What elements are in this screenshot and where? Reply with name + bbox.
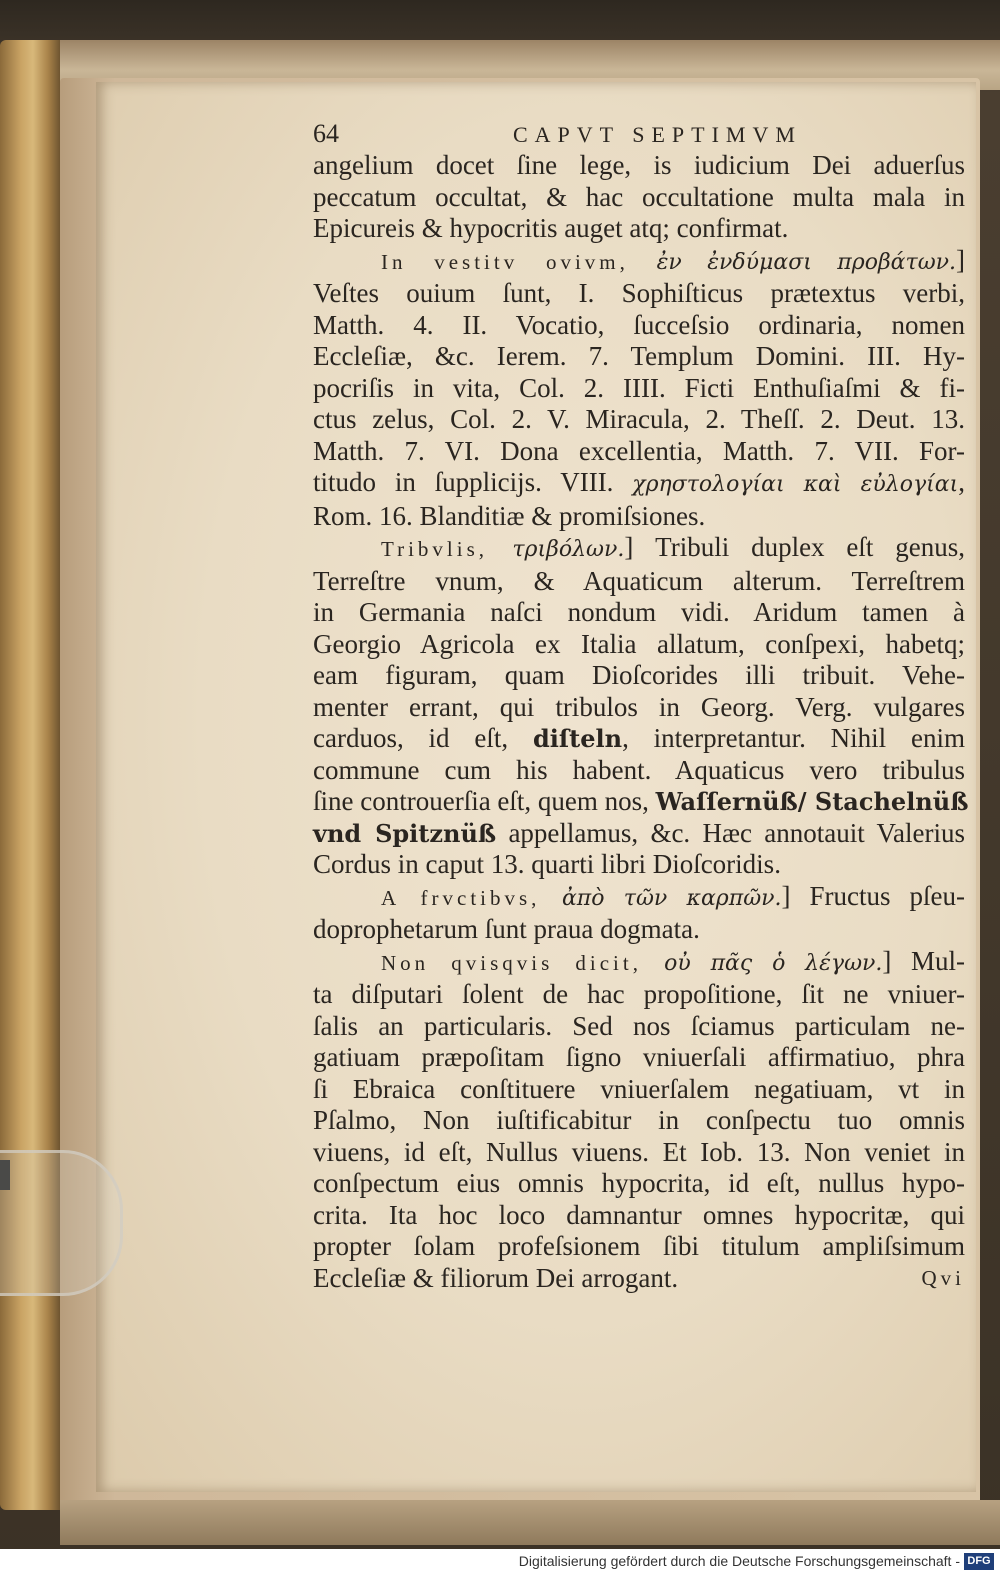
line-segment: Cordus in caput 13. quarti libri Dioſcoridis. (313, 849, 781, 879)
text-line (313, 341, 965, 373)
final-line (313, 1263, 965, 1295)
line-segment: pocriſis in vita, Col. 2. IIII. Ficti Enthuſiaſmi & fi- (313, 372, 965, 403)
line-segment: peccatum occultat, & hac occultatione multa mala in (313, 181, 965, 212)
running-title: CAPVT SEPTIMVM (513, 122, 802, 147)
line-segment: Matth. 7. VI. Dona excellentia, Matth. 7. VII. For- (313, 435, 965, 466)
line-segment: in Germania naſci nondum vidi. Aridum tamen à (313, 597, 965, 627)
line-segment: doprophetarum ſunt praua dogmata. (313, 914, 700, 944)
text-line (313, 786, 969, 818)
clip-handle (0, 1160, 10, 1190)
line-segment: , (958, 467, 965, 497)
text-line (313, 946, 965, 980)
greek-text: ἐν ἐνδύμασι προβάτων. (656, 249, 956, 275)
text-line (313, 1105, 965, 1137)
book-bottom-edge (60, 1500, 1000, 1545)
text-line (313, 881, 965, 915)
text-line (313, 1011, 965, 1043)
lemma-text: A frvctibvs, (381, 885, 562, 910)
line-segment: ſine controuerſia eſt, quem nos, (313, 786, 656, 816)
page-number: 64 (313, 119, 339, 148)
line-segment: carduos, id eſt, (313, 723, 533, 753)
text-line (313, 597, 965, 629)
blackletter-text: vnd Spitznüß (313, 818, 497, 848)
text-line (313, 373, 965, 405)
lemma-text: Tribvlis, (381, 537, 513, 561)
catchword: Qvi (921, 1265, 965, 1290)
line-segment: titudo in ſupplicijs. VIII. (313, 467, 633, 497)
text-line (313, 467, 965, 501)
text-line (313, 182, 965, 214)
line-segment: angelium docet ſine lege, is iudicium Dei aduerſus (313, 150, 965, 180)
text-line (313, 566, 965, 598)
line-segment: eam figuram, quam Dioſcorides illi tribuit. Vehe- (313, 660, 965, 690)
line-segment: ] Tribuli duplex eſt genus, (624, 532, 965, 562)
text-line (313, 755, 965, 787)
text-line (313, 818, 965, 850)
text-line (313, 1200, 965, 1232)
text-line (313, 629, 965, 661)
text-line (313, 310, 965, 342)
text-line (313, 436, 965, 468)
text-line (313, 979, 965, 1011)
line-segment: conſpectum eius omnis hypocrita, id eſt, nullus hypo- (313, 1168, 965, 1198)
text-line (313, 150, 965, 182)
line-segment: menter errant, qui tribulos in Georg. Verg. vulgares (313, 691, 965, 722)
body-text (313, 150, 969, 1263)
greek-text: ἀπὸ τῶν καρπῶν. (561, 885, 782, 911)
line-segment: Pſalmo, Non iuſtificabitur in conſpectu tuo omnis (313, 1105, 965, 1135)
footer-bar (0, 1549, 1000, 1575)
text-line (313, 723, 965, 755)
line-segment: commune cum his habent. Aquaticus vero tribulus (313, 754, 965, 785)
text-line (313, 404, 965, 436)
funding-credit: Digitalisierung gefördert durch die Deutsche Forschungsgemeinschaft - (518, 1553, 960, 1569)
text-line (313, 213, 965, 245)
line-segment: ] Mul- (882, 945, 965, 976)
line-segment: ctus zelus, Col. 2. V. Miracula, 2. Theſſ. 2. Deut. 13. (313, 404, 965, 434)
greek-text: χρηστολογίαι καὶ εὐλογίαι (632, 472, 959, 497)
dfg-logo: DFG (964, 1553, 994, 1570)
text-line (313, 1168, 965, 1200)
line-segment: ] (956, 244, 965, 275)
text-line (313, 692, 965, 724)
page-clip (0, 1150, 123, 1296)
line-segment: Veſtes ouium ſunt, I. Sophiſticus prætextus verbi, (313, 278, 965, 308)
line-segment: ta diſputari ſolent de hac propoſitione, ſit ne vniuer- (313, 979, 965, 1009)
line-segment: Eccleſiæ, &c. Ierem. 7. Templum Domini. III. Hy- (313, 341, 965, 371)
text-line (313, 914, 965, 946)
text-line (313, 1042, 965, 1074)
text-line (313, 660, 965, 692)
text-line (313, 278, 965, 310)
lemma-text: In vestitv ovivm, (381, 249, 657, 274)
line-segment: viuens, id eſt, Nullus viuens. Et Iob. 13. Non veniet in (313, 1136, 965, 1167)
greek-text: οὐ πᾶς ὁ λέγων. (664, 950, 883, 976)
line-segment: propter ſolam profeſsionem ſibi titulum ampliſsimum (313, 1231, 965, 1261)
line-segment: Georgio Agricola ex Italia allatum, conſpexi, habetq; (313, 628, 965, 659)
line-segment: ] Fructus pſeu- (781, 880, 966, 911)
line-segment: gatiuam præpoſitam ſigno vniuerſali affirmatiuo, phra (313, 1042, 965, 1072)
greek-text: τριβόλων. (512, 537, 625, 562)
text-line (313, 501, 965, 533)
last-line-text: Eccleſiæ & filiorum Dei arrogant. (313, 1262, 679, 1293)
text-line (313, 1231, 965, 1263)
text-line (313, 849, 965, 881)
line-segment: ſalis an particularis. Sed nos ſciamus particulam ne- (313, 1010, 965, 1041)
line-segment: Terreſtre vnum, & Aquaticum alterum. Terreſtrem (313, 565, 965, 596)
line-segment: Rom. 16. Blanditiæ & promiſsiones. (313, 500, 706, 531)
line-segment: ſi Ebraica conſtituere vniuerſalem negatiuam, vt in (313, 1073, 965, 1104)
line-segment: , interpretantur. Nihil enim (622, 723, 965, 753)
blackletter-text: Waſſernüß/ Stachelnüß (655, 787, 969, 816)
blackletter-text: diſteln (532, 724, 623, 753)
lemma-text: Non qvisqvis dicit, (381, 950, 665, 975)
page-text-block (313, 118, 969, 1294)
line-segment: Matth. 4. II. Vocatio, ſucceſsio ordinaria, nomen (313, 309, 965, 340)
text-line (313, 1074, 965, 1106)
text-line (313, 532, 965, 566)
line-segment: Epicureis & hypocritis auget atq; confirmat. (313, 213, 789, 243)
text-line (313, 245, 965, 279)
line-segment: appellamus, &c. Hæc annotauit Valerius (496, 817, 966, 848)
line-segment: crita. Ita hoc loco damnantur omnes hypocritæ, qui (313, 1199, 965, 1230)
text-line (313, 1137, 965, 1169)
running-head (313, 118, 965, 150)
